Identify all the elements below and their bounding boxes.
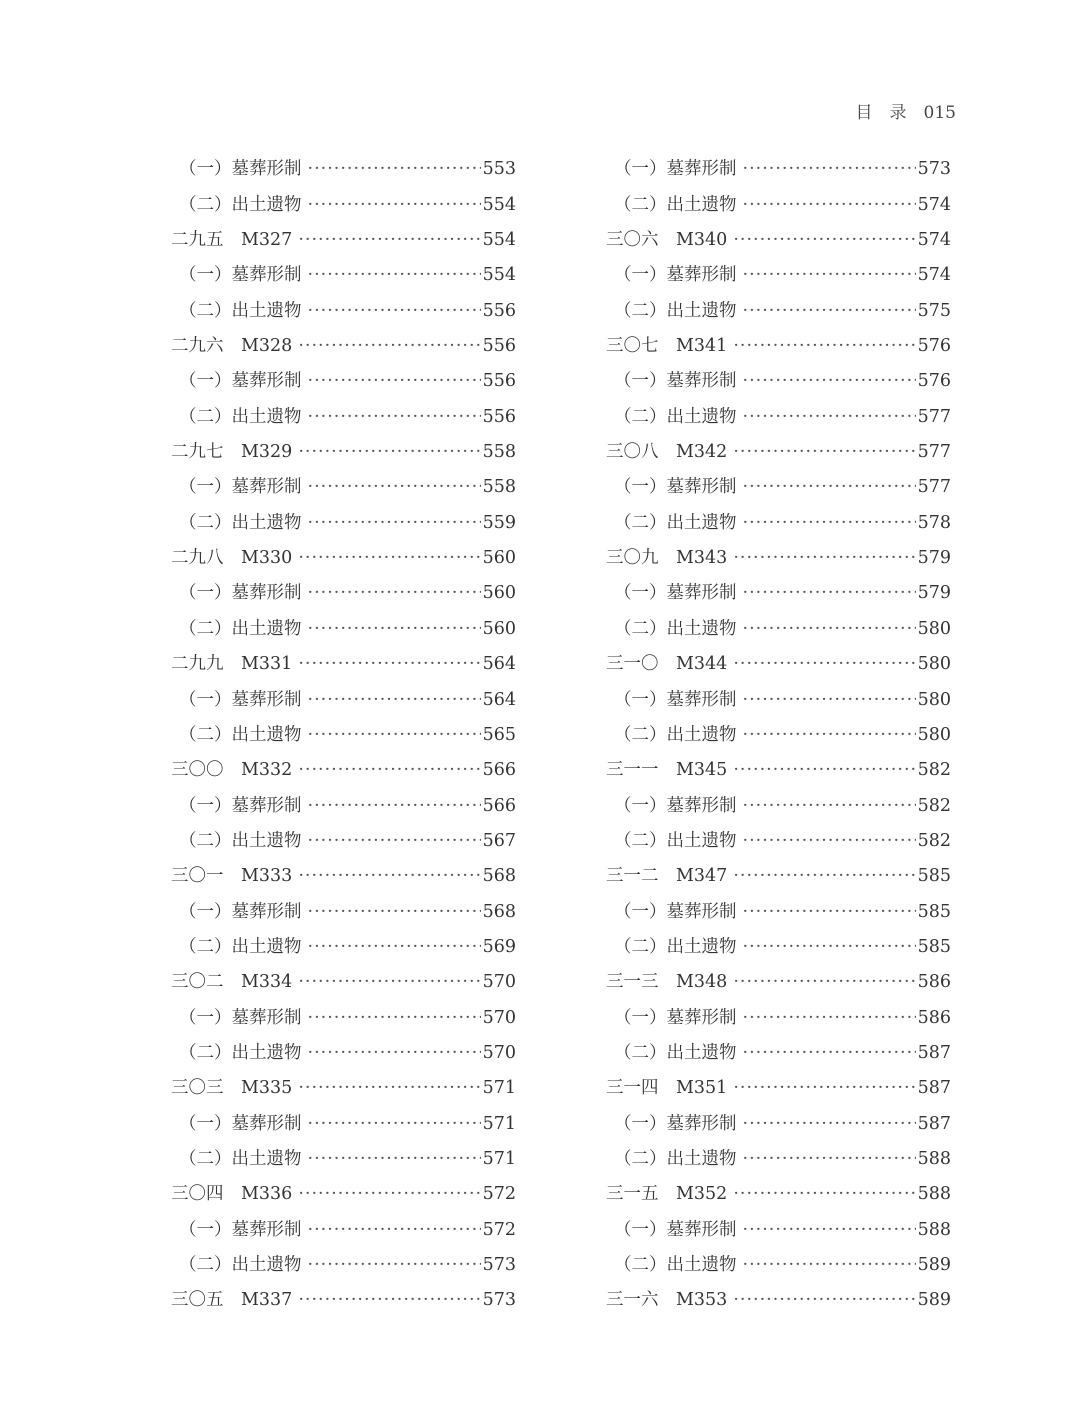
toc-entry[interactable] (171, 1071, 516, 1106)
toc-subentry[interactable] (606, 364, 951, 399)
toc-entry-label: （一）墓葬形制 (614, 901, 737, 922)
toc-page-number: 580 (917, 654, 951, 675)
toc-entry-label: 三〇八 M342 (606, 442, 728, 463)
toc-entry[interactable] (171, 223, 516, 258)
toc-page-number: 588 (917, 1148, 951, 1169)
dot-leader (298, 1071, 480, 1106)
dot-leader (308, 1036, 481, 1071)
toc-subentry[interactable] (171, 1248, 516, 1283)
toc-entry-label: （一）墓葬形制 (179, 1007, 302, 1028)
toc-entry[interactable] (606, 223, 951, 258)
toc-page-number: 556 (482, 371, 516, 392)
dot-leader (743, 612, 916, 647)
toc-subentry[interactable] (606, 894, 951, 929)
toc-entry-label: （二）出土遗物 (179, 1148, 302, 1169)
toc-entry-label: 三一四 M351 (606, 1078, 728, 1099)
toc-entry-label: （一）墓葬形制 (614, 371, 737, 392)
dot-leader (733, 753, 915, 788)
dot-leader (733, 859, 915, 894)
dot-leader (308, 1001, 481, 1036)
toc-entry-label: （二）出土遗物 (614, 406, 737, 427)
toc-page-number: 554 (482, 194, 516, 215)
toc-entry[interactable] (171, 1283, 516, 1318)
toc-page-number: 580 (917, 724, 951, 745)
dot-leader (298, 965, 480, 1000)
toc-entry-label: （二）出土遗物 (179, 618, 302, 639)
toc-page-number: 577 (917, 406, 951, 427)
toc-page-number: 568 (482, 866, 516, 887)
toc-column-left (171, 152, 516, 1318)
dot-leader (733, 965, 915, 1000)
toc-subentry[interactable] (171, 1000, 516, 1035)
toc-entry-label: （一）墓葬形制 (614, 583, 737, 604)
toc-entry-label: 三〇五 M337 (171, 1290, 293, 1311)
toc-page-number: 572 (482, 1184, 516, 1205)
toc-entry-label: （一）墓葬形制 (179, 795, 302, 816)
toc-page-number: 579 (917, 583, 951, 604)
toc-entry-label: 二九七 M329 (171, 442, 293, 463)
toc-subentry[interactable] (171, 824, 516, 859)
dot-leader (298, 1177, 480, 1212)
toc-page-number: 570 (482, 1007, 516, 1028)
toc-subentry[interactable] (606, 1036, 951, 1071)
dot-leader (308, 576, 481, 611)
toc-entry[interactable] (171, 541, 516, 576)
toc-page-number: 571 (482, 1078, 516, 1099)
toc-entry-label: （二）出土遗物 (179, 300, 302, 321)
toc-entry-label: （二）出土遗物 (179, 406, 302, 427)
dot-leader (743, 683, 916, 718)
dot-leader (743, 1142, 916, 1177)
toc-subentry[interactable] (606, 258, 951, 293)
toc-entry-label: （二）出土遗物 (179, 830, 302, 851)
toc-entry-label: 三一〇 M344 (606, 654, 728, 675)
toc-entry-label: 二九八 M330 (171, 548, 293, 569)
dot-leader (298, 541, 480, 576)
dot-leader (743, 470, 916, 505)
toc-page-number: 588 (917, 1219, 951, 1240)
dot-leader (743, 718, 916, 753)
toc-entry-label: 三〇九 M343 (606, 548, 728, 569)
toc-subentry[interactable] (171, 470, 516, 505)
toc-entry-label: （一）墓葬形制 (614, 1219, 737, 1240)
toc-page-number: 585 (917, 901, 951, 922)
toc-page-number: 558 (482, 442, 516, 463)
dot-leader (308, 1107, 481, 1142)
toc-page-number: 573 (917, 159, 951, 180)
toc-page-number: 577 (917, 477, 951, 498)
dot-leader (743, 824, 916, 859)
toc-entry-label: （一）墓葬形制 (614, 477, 737, 498)
dot-leader (733, 223, 915, 258)
dot-leader (743, 576, 916, 611)
toc-page-number: 566 (482, 795, 516, 816)
toc-page-number: 587 (917, 1042, 951, 1063)
page-header: 目 录 015 (855, 103, 956, 123)
dot-leader (308, 789, 481, 824)
toc-entry-label: 三〇七 M341 (606, 336, 728, 357)
toc-entry-label: （二）出土遗物 (614, 512, 737, 533)
toc-page-number: 587 (917, 1113, 951, 1134)
toc-entry-label: （二）出土遗物 (614, 1148, 737, 1169)
toc-page-number: 566 (482, 760, 516, 781)
toc-subentry[interactable] (171, 258, 516, 293)
toc-page-number: 574 (917, 230, 951, 251)
dot-leader (308, 152, 481, 187)
toc-entry[interactable] (171, 1177, 516, 1212)
toc-entry-label: 三〇〇 M332 (171, 760, 293, 781)
toc-subentry[interactable] (171, 1106, 516, 1141)
dot-leader (308, 930, 481, 965)
dot-leader (298, 647, 480, 682)
toc-subentry[interactable] (606, 1212, 951, 1247)
toc-page-number: 582 (917, 795, 951, 816)
toc-entry-label: （一）墓葬形制 (179, 159, 302, 180)
dot-leader (743, 152, 916, 187)
toc-subentry[interactable] (606, 1106, 951, 1141)
toc-entry-label: （一）墓葬形制 (179, 265, 302, 286)
toc-page-number: 586 (917, 972, 951, 993)
toc-entry-label: （二）出土遗物 (614, 1042, 737, 1063)
dot-leader (743, 400, 916, 435)
toc-page-number: 574 (917, 194, 951, 215)
toc-page-number: 571 (482, 1148, 516, 1169)
toc-column-right (606, 152, 951, 1318)
toc-subentry[interactable] (171, 399, 516, 434)
toc-page-number: 564 (482, 689, 516, 710)
toc-entry[interactable] (171, 753, 516, 788)
dot-leader (743, 188, 916, 223)
toc-subentry[interactable] (606, 1248, 951, 1283)
toc-page-number: 554 (482, 265, 516, 286)
toc-entry[interactable] (606, 435, 951, 470)
toc-subentry[interactable] (171, 364, 516, 399)
dot-leader (308, 718, 481, 753)
toc-page-number: 585 (917, 936, 951, 957)
dot-leader (733, 647, 915, 682)
toc-entry[interactable] (171, 965, 516, 1000)
dot-leader (743, 1248, 916, 1283)
toc-subentry[interactable] (171, 1036, 516, 1071)
toc-subentry[interactable] (606, 718, 951, 753)
toc-subentry[interactable] (171, 505, 516, 540)
toc-page-number: 568 (482, 901, 516, 922)
toc-entry-label: 三一三 M348 (606, 972, 728, 993)
toc-entry-label: （二）出土遗物 (179, 512, 302, 533)
dot-leader (743, 930, 916, 965)
dot-leader (308, 1142, 481, 1177)
toc-entry-label: 三〇二 M334 (171, 972, 293, 993)
toc-subentry[interactable] (171, 293, 516, 328)
toc-page-number: 564 (482, 654, 516, 675)
dot-leader (308, 294, 481, 329)
toc-page-number: 586 (917, 1007, 951, 1028)
dot-leader (308, 400, 481, 435)
toc-subentry[interactable] (171, 152, 516, 187)
toc-entry-label: （一）墓葬形制 (179, 1219, 302, 1240)
toc-page-number: 580 (917, 618, 951, 639)
toc-page-number: 553 (482, 159, 516, 180)
toc-entry-label: 二九六 M328 (171, 336, 293, 357)
toc-entry-label: 三一一 M345 (606, 760, 728, 781)
toc-page-number: 556 (482, 300, 516, 321)
toc-subentry[interactable] (606, 152, 951, 187)
toc-entry-label: （一）墓葬形制 (614, 265, 737, 286)
toc-entry[interactable] (606, 1071, 951, 1106)
toc-entry[interactable] (171, 647, 516, 682)
toc-entry-label: （一）墓葬形制 (179, 583, 302, 604)
toc-entry[interactable] (606, 329, 951, 364)
toc-entry-label: 二九五 M327 (171, 230, 293, 251)
dot-leader (733, 541, 915, 576)
toc-entry-label: （二）出土遗物 (614, 724, 737, 745)
toc-entry[interactable] (606, 541, 951, 576)
toc-page-number: 589 (917, 1255, 951, 1275)
toc-subentry[interactable] (171, 1212, 516, 1247)
toc-subentry[interactable] (606, 505, 951, 540)
dot-leader (733, 329, 915, 364)
toc-entry[interactable] (171, 435, 516, 470)
toc-page-number: 585 (917, 866, 951, 887)
dot-leader (733, 435, 915, 470)
dot-leader (298, 223, 480, 258)
dot-leader (298, 1283, 480, 1318)
dot-leader (308, 364, 481, 399)
toc-subentry[interactable] (171, 930, 516, 965)
toc-entry-label: （一）墓葬形制 (614, 689, 737, 710)
toc-page-number: 573 (482, 1290, 516, 1311)
dot-leader (743, 1107, 916, 1142)
toc-subentry[interactable] (606, 824, 951, 859)
dot-leader (298, 859, 480, 894)
dot-leader (298, 435, 480, 470)
toc-page-number: 554 (482, 230, 516, 251)
toc-page-number: 574 (917, 265, 951, 286)
toc-subentry[interactable] (606, 187, 951, 222)
toc-entry-label: （二）出土遗物 (614, 300, 737, 321)
toc-page-number: 570 (482, 972, 516, 993)
toc-entry-label: （二）出土遗物 (179, 1042, 302, 1063)
toc-entry-label: （一）墓葬形制 (179, 901, 302, 922)
toc-page-number: 588 (917, 1184, 951, 1205)
toc-subentry[interactable] (606, 930, 951, 965)
toc-page-number: 589 (917, 1290, 951, 1311)
dot-leader (308, 1248, 481, 1283)
toc-entry-label: （一）墓葬形制 (614, 1007, 737, 1028)
toc-entry-label: （二）出土遗物 (179, 1255, 302, 1275)
toc-entry-label: （二）出土遗物 (614, 1255, 737, 1275)
toc-entry[interactable] (606, 859, 951, 894)
toc-page-number: 576 (917, 336, 951, 357)
toc-page-number: 558 (482, 477, 516, 498)
toc-subentry[interactable] (171, 187, 516, 222)
toc-page-number: 577 (917, 442, 951, 463)
toc-subentry[interactable] (606, 576, 951, 611)
toc-entry-label: （一）墓葬形制 (179, 1113, 302, 1134)
toc-entry-label: （二）出土遗物 (179, 936, 302, 957)
dot-leader (308, 895, 481, 930)
toc-subentry[interactable] (606, 611, 951, 646)
toc-entry[interactable] (171, 329, 516, 364)
dot-leader (743, 789, 916, 824)
toc-page-number: 582 (917, 760, 951, 781)
dot-leader (308, 1213, 481, 1248)
toc-page-number: 556 (482, 406, 516, 427)
toc-subentry[interactable] (606, 1142, 951, 1177)
toc-subentry[interactable] (606, 682, 951, 717)
toc-subentry[interactable] (606, 470, 951, 505)
toc-entry-label: 三〇四 M336 (171, 1184, 293, 1205)
dot-leader (308, 683, 481, 718)
dot-leader (743, 1036, 916, 1071)
toc-entry-label: 三一五 M352 (606, 1184, 728, 1205)
toc-entry[interactable] (606, 1177, 951, 1212)
toc-entry-label: （二）出土遗物 (614, 830, 737, 851)
toc-page-number: 582 (917, 830, 951, 851)
toc-entry-label: （一）墓葬形制 (614, 159, 737, 180)
dot-leader (743, 1213, 916, 1248)
toc-subentry[interactable] (171, 788, 516, 823)
toc-entry-label: （一）墓葬形制 (614, 795, 737, 816)
toc-entry-label: （二）出土遗物 (179, 194, 302, 215)
dot-leader (743, 895, 916, 930)
toc-page-number: 560 (482, 618, 516, 639)
toc-page-number: 571 (482, 1113, 516, 1134)
dot-leader (298, 753, 480, 788)
toc-page-number: 567 (482, 830, 516, 851)
dot-leader (743, 506, 916, 541)
toc-entry[interactable] (606, 647, 951, 682)
toc-subentry[interactable] (171, 576, 516, 611)
dot-leader (308, 188, 481, 223)
dot-leader (298, 329, 480, 364)
dot-leader (733, 1071, 915, 1106)
toc-entry-label: （一）墓葬形制 (614, 1113, 737, 1134)
toc-page-number: 560 (482, 583, 516, 604)
toc-subentry[interactable] (171, 1142, 516, 1177)
dot-leader (308, 506, 481, 541)
toc-entry-label: 二九九 M331 (171, 654, 293, 675)
toc-page-number: 565 (482, 724, 516, 745)
toc-page-number: 573 (482, 1255, 516, 1275)
toc-page-number: 578 (917, 512, 951, 533)
toc-subentry[interactable] (606, 788, 951, 823)
toc-page-number: 576 (917, 371, 951, 392)
toc-page-number: 570 (482, 1042, 516, 1063)
toc-entry-label: 三〇三 M335 (171, 1078, 293, 1099)
toc-entry-label: （一）墓葬形制 (179, 689, 302, 710)
dot-leader (743, 1001, 916, 1036)
toc-subentry[interactable] (606, 1000, 951, 1035)
toc-entry-label: （一）墓葬形制 (179, 371, 302, 392)
toc-page-number: 559 (482, 512, 516, 533)
toc-subentry[interactable] (606, 293, 951, 328)
toc-entry-label: （二）出土遗物 (614, 936, 737, 957)
toc-subentry[interactable] (171, 894, 516, 929)
dot-leader (733, 1177, 915, 1212)
toc-entry-label: （二）出土遗物 (179, 724, 302, 745)
toc-entry-label: 三〇六 M340 (606, 230, 728, 251)
toc-page-number: 579 (917, 548, 951, 569)
toc-subentry[interactable] (606, 399, 951, 434)
toc-page-number: 572 (482, 1219, 516, 1240)
dot-leader (308, 470, 481, 505)
toc-entry-label: 三一二 M347 (606, 866, 728, 887)
toc-entry[interactable] (606, 1283, 951, 1318)
dot-leader (308, 824, 481, 859)
dot-leader (743, 364, 916, 399)
toc-entry[interactable] (171, 859, 516, 894)
toc-subentry[interactable] (171, 682, 516, 717)
toc-page-number: 580 (917, 689, 951, 710)
toc-entry-label: （二）出土遗物 (614, 194, 737, 215)
dot-leader (743, 258, 916, 293)
dot-leader (308, 258, 481, 293)
toc-entry-label: （一）墓葬形制 (179, 477, 302, 498)
toc-page-number: 575 (917, 300, 951, 321)
toc-entry-label: 三一六 M353 (606, 1290, 728, 1311)
toc-page-number: 560 (482, 548, 516, 569)
dot-leader (743, 294, 916, 329)
toc-subentry[interactable] (171, 611, 516, 646)
dot-leader (733, 1283, 915, 1318)
toc-subentry[interactable] (171, 718, 516, 753)
toc-entry[interactable] (606, 965, 951, 1000)
toc-page-number: 569 (482, 936, 516, 957)
toc-page-number: 556 (482, 336, 516, 357)
dot-leader (308, 612, 481, 647)
toc-entry-label: 三〇一 M333 (171, 866, 293, 887)
toc-page-number: 587 (917, 1078, 951, 1099)
toc-entry[interactable] (606, 753, 951, 788)
toc-entry-label: （二）出土遗物 (614, 618, 737, 639)
